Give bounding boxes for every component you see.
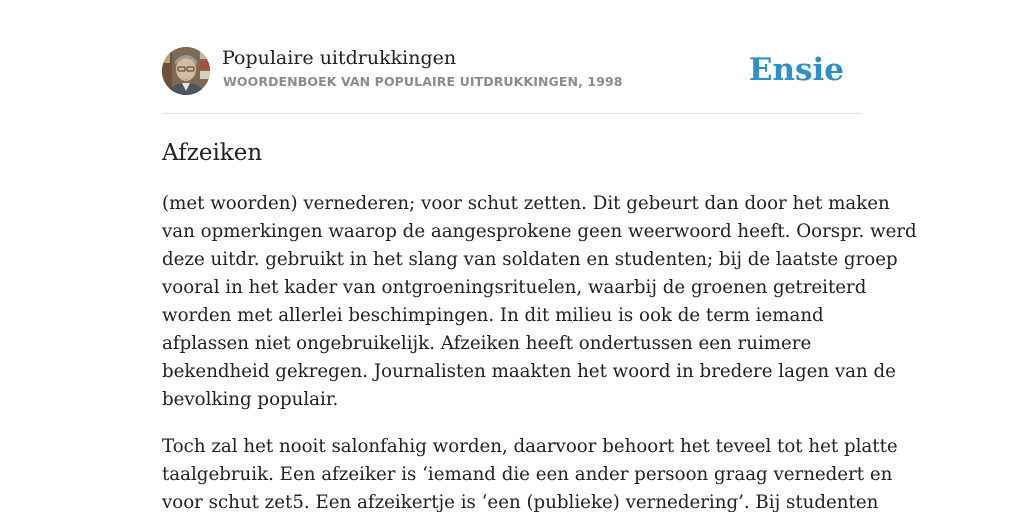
text-line: taalgebruik. Een afzeiker is ‘iemand die een ander persoon graag vernedert en <box>162 464 893 485</box>
source-title[interactable]: Populaire uitdrukkingen <box>222 47 457 69</box>
text-line: worden met allerlei beschimpingen. In dit milieu is ook de term iemand <box>162 305 824 326</box>
header-divider <box>162 113 862 114</box>
text-line: van opmerkingen waarop de aangesprokene geen weerwoord heeft. Oorspr. werd <box>162 221 917 242</box>
paragraph-2 <box>162 433 898 512</box>
author-portrait-icon <box>162 47 210 95</box>
text-line: bevolking populair. <box>162 389 339 410</box>
ensie-logo[interactable]: Ensie <box>748 52 844 88</box>
text-line: voor schut zet5. Een afzeikertje is ‘een (publieke) vernedering’. Bij studenten <box>162 492 879 512</box>
author-avatar[interactable] <box>162 47 210 95</box>
text-line: vooral in het kader van ontgroeningsrituelen, waarbij de groenen getreiterd <box>162 277 867 298</box>
text-line: bekendheid gekregen. Journalisten maakten het woord in bredere lagen van de <box>162 361 896 382</box>
text-line: (met woorden) vernederen; voor schut zetten. Dit gebeurt dan door het maken <box>162 193 890 214</box>
source-subtitle: WOORDENBOEK VAN POPULAIRE UITDRUKKINGEN, 1998 <box>223 74 623 89</box>
text-line: Toch zal het nooit salonfahig worden, daarvoor behoort het teveel tot het platte <box>162 436 898 457</box>
paragraph-1 <box>162 190 917 414</box>
source-header <box>162 46 862 96</box>
text-line: deze uitdr. gebruikt in het slang van soldaten en studenten; bij de laatste groep <box>162 249 898 270</box>
text-line: afplassen niet ongebruikelijk. Afzeiken heeft ondertussen een ruimere <box>162 333 812 354</box>
entry-title: Afzeiken <box>162 140 263 166</box>
entry-body <box>162 190 917 512</box>
